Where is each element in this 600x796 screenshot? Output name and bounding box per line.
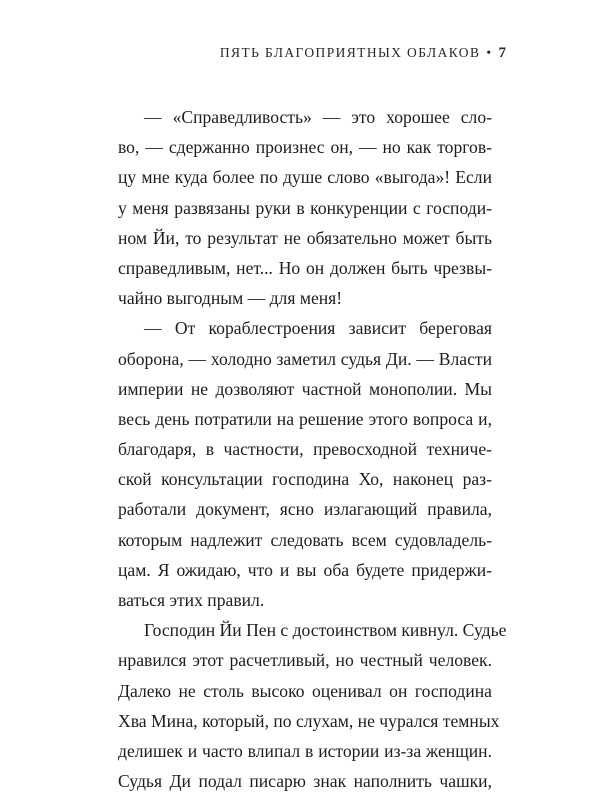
book-title: ПЯТЬ БЛАГОПРИЯТНЫХ ОБЛАКОВ — [219, 45, 481, 60]
text-line: Судья Ди подал писарю знак наполнить чашки, — [118, 771, 492, 792]
text-line: империи не дозволяют частной монополии. Мы — [118, 378, 492, 399]
text-line: весь день потратили на решение этого вопроса и, — [118, 408, 492, 429]
text-line: ном Йи, то результат не обязательно может быть — [118, 227, 492, 248]
text-line: у меня развязаны руки в конкуренции с господи- — [118, 197, 492, 218]
text-line: благодаря, в частности, превосходной техниче- — [118, 439, 492, 460]
text-line: ской консультации господина Хо, наконец раз- — [118, 469, 492, 490]
text-line: — «Справедливость» — это хорошее сло- — [144, 107, 492, 127]
text-line: делишек и часто влипал в истории из-за женщин. — [118, 740, 492, 761]
page-number: 7 — [498, 45, 506, 61]
text-line: Господин Йи Пен с достоинством кивнул. Судье — [144, 620, 507, 641]
text-line: справедливым, нет... Но он должен быть чрезвы- — [118, 257, 492, 278]
text-line: — От кораблестроения зависит береговая — [144, 318, 492, 339]
text-line: Хва Мина, который, по слухам, не чурался темных — [118, 710, 500, 731]
running-header — [220, 45, 506, 62]
text-line: нравился этот расчетливый, но честный человек. — [118, 650, 492, 671]
text-line: работали документ, ясно излагающий правила, — [118, 499, 492, 520]
text-line: Далеко не столь высоко оценивал он господина — [118, 680, 492, 701]
text-line: во, — сдержанно произнес он, — но как торгов- — [118, 137, 492, 158]
text-line: чайно выгодным — для меня! — [118, 288, 343, 309]
body-text — [118, 102, 507, 796]
header-separator: • — [486, 45, 493, 60]
text-line: ваться этих правил. — [118, 590, 265, 610]
text-line: которым надлежит следовать всем судовладель- — [118, 529, 492, 550]
text-line: оборона, — холодно заметил судья Ди. — Власти — [118, 348, 492, 369]
text-line: цу мне куда более по душе слово «выгода»! Если — [118, 167, 492, 188]
text-line: цам. Я ожидаю, что и вы оба будете придержи- — [118, 559, 492, 580]
